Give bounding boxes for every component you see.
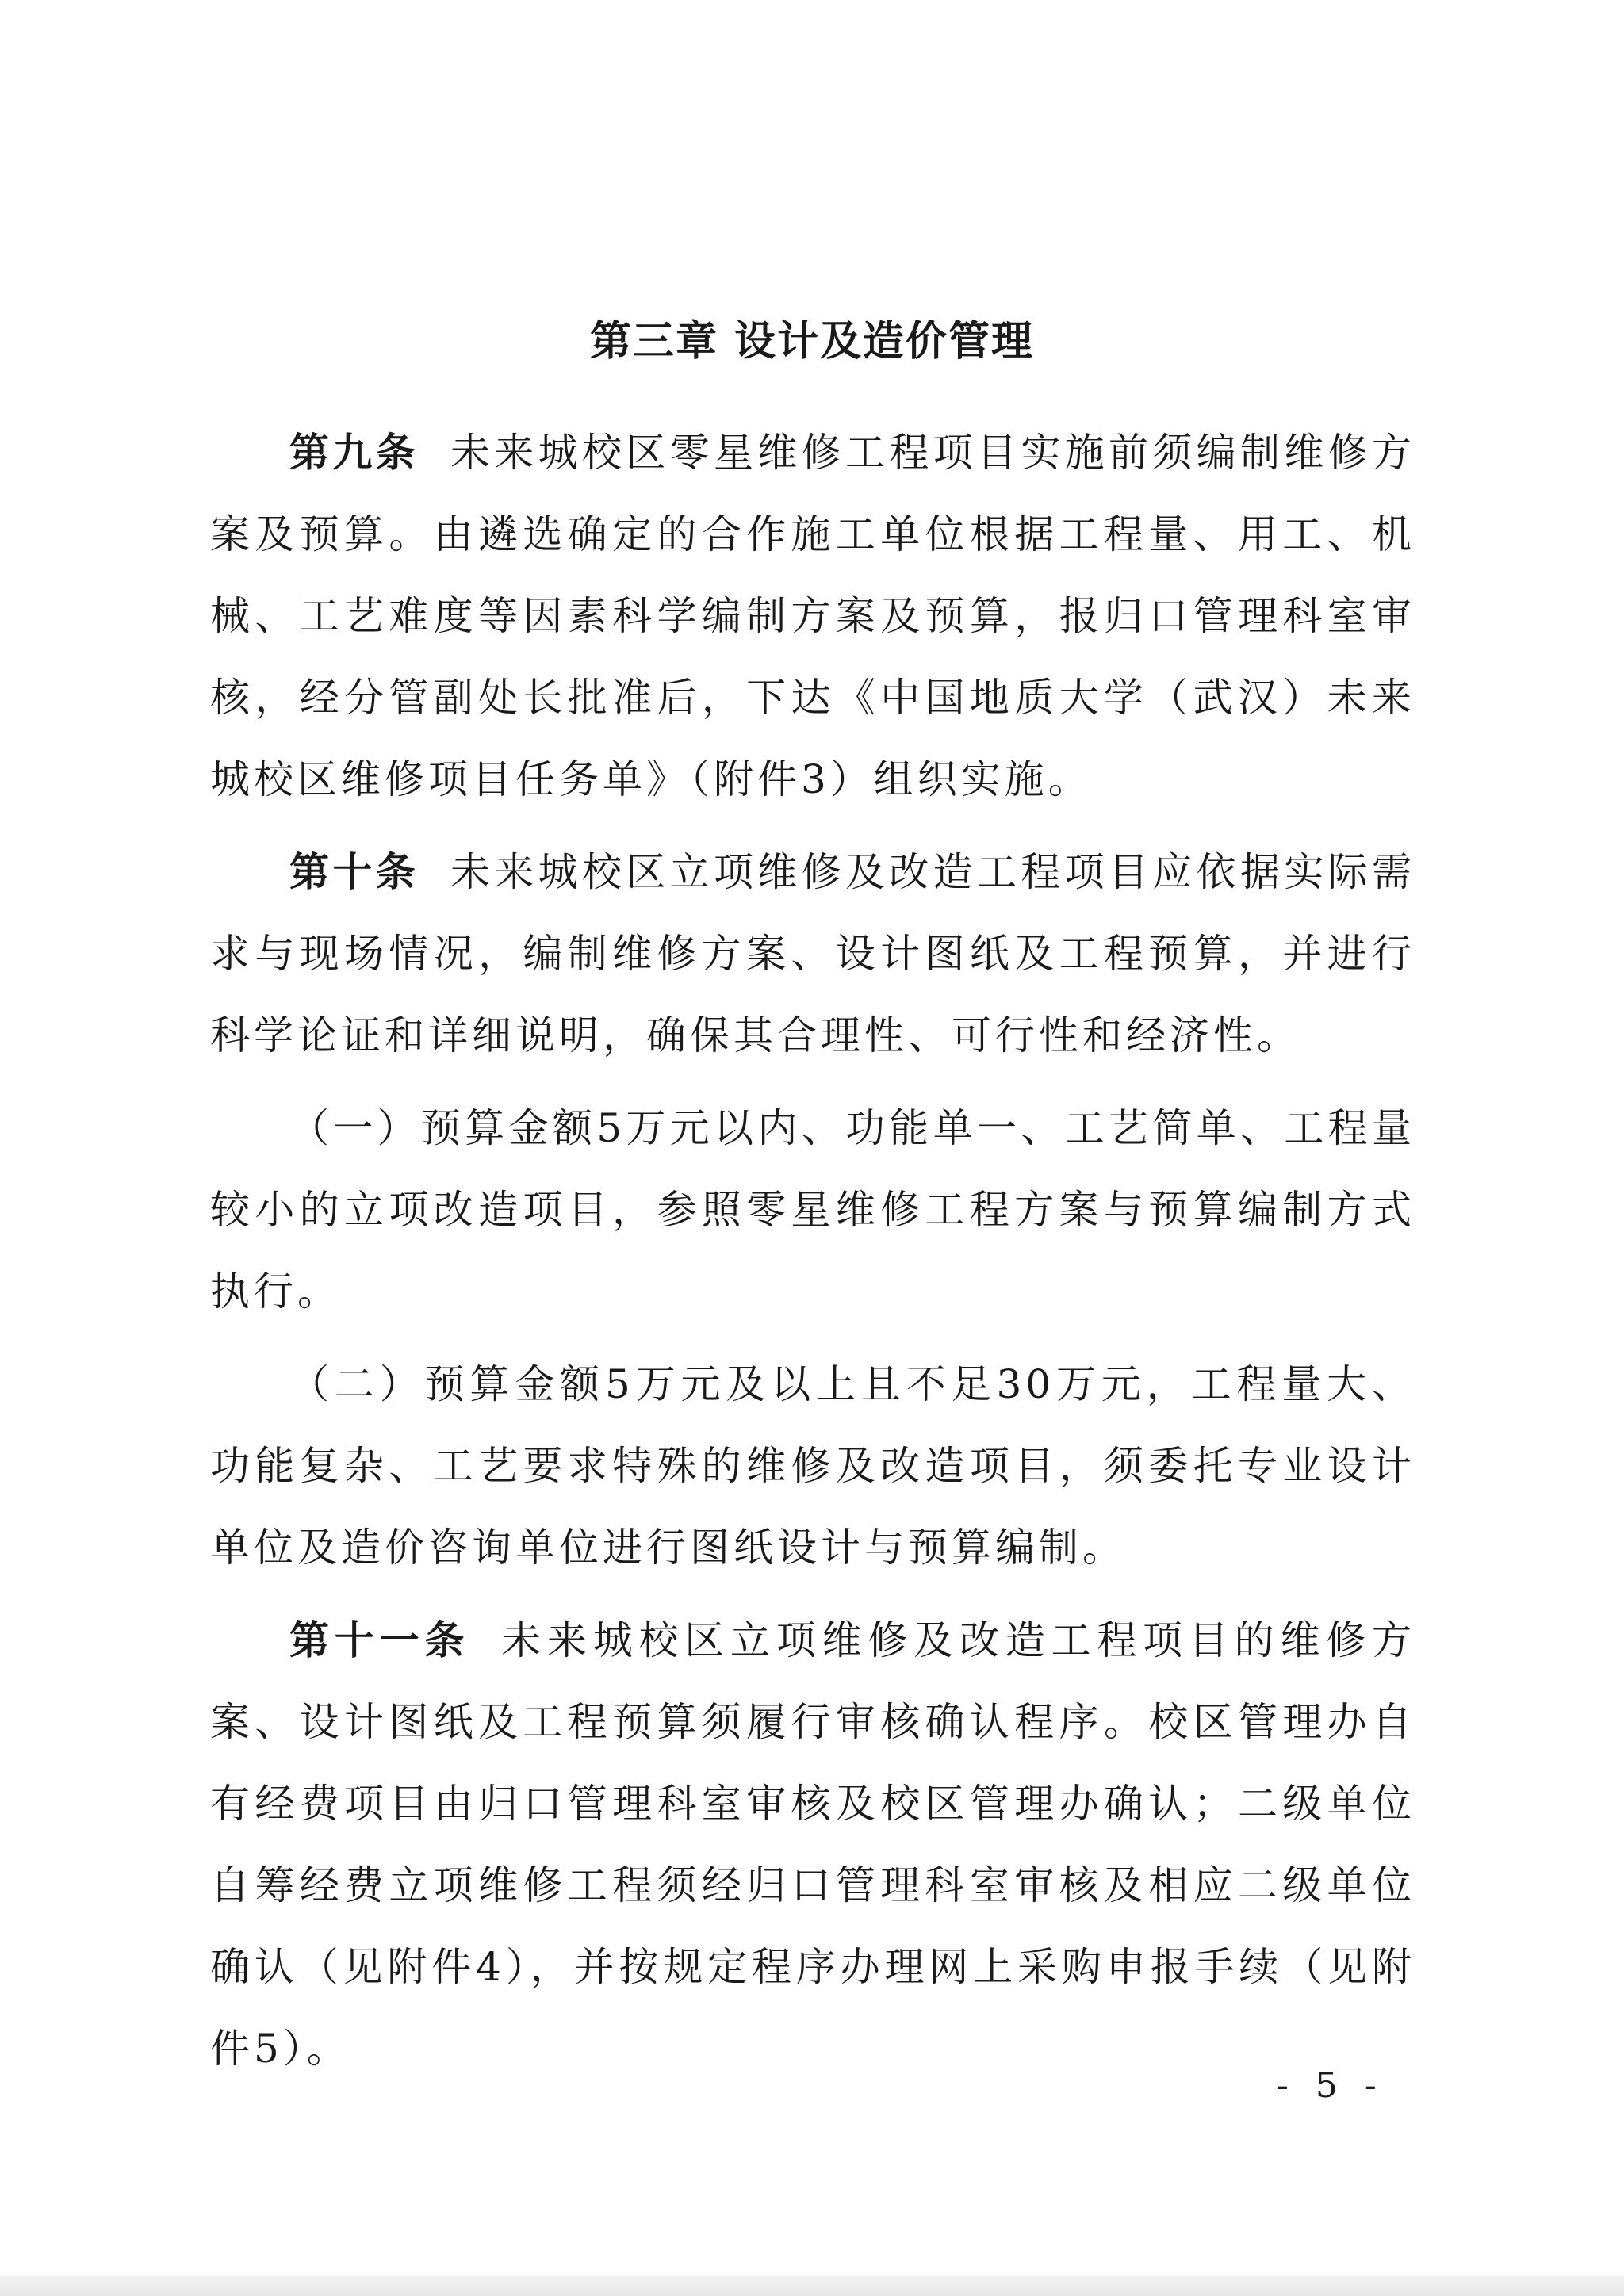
article-9-heading: 第九条 xyxy=(289,430,419,476)
article-11-text: 未来城校区立项维修及改造工程项目的维修方案、设计图纸及工程预算须履行审核确认程序。校区管理办自有经费项目由归口管理科室审核及校区管理办确认；二级单位自筹经费立项维修工程须经归口管理科室审核及相应二级单位确认（见附件4），并按规定程序办理网上采购申报手续（见附件5）。 xyxy=(210,1617,1416,2072)
article-10-item-1-text: （一）预算金额5万元以内、功能单一、工艺简单、工程量较小的立项改造项目，参照零星维修工程方案与预算编制方式执行。 xyxy=(210,1105,1415,1314)
chapter-title: 第三章 设计及造价管理 xyxy=(589,318,1035,365)
article-10-item-2 xyxy=(210,1344,1415,1589)
page-number: - 5 - xyxy=(1277,2065,1385,2106)
article-10-heading: 第十条 xyxy=(289,849,419,895)
scan-bottom-edge xyxy=(0,2275,1624,2296)
article-10-paragraph xyxy=(210,832,1415,1077)
article-10-text: 未来城校区立项维修及改造工程项目应依据实际需求与现场情况，编制维修方案、设计图纸及工程预算，并进行科学论证和详细说明，确保其合理性、可行性和经济性。 xyxy=(210,849,1415,1058)
document-body xyxy=(210,412,1415,2101)
article-10-item-1 xyxy=(210,1088,1415,1333)
article-9-paragraph xyxy=(210,412,1415,821)
article-10-item-2-text: （二）预算金额5万元及以上且不足30万元，工程量大、功能复杂、工艺要求特殊的维修及改造项目，须委托专业设计单位及造价咨询单位进行图纸设计与预算编制。 xyxy=(210,1361,1415,1571)
article-11-heading: 第十一条 xyxy=(289,1617,470,1663)
article-11-paragraph xyxy=(210,1600,1415,2090)
article-9-text: 未来城校区零星维修工程项目实施前须编制维修方案及预算。由遴选确定的合作施工单位根据工程量、用工、机械、工艺难度等因素科学编制方案及预算，报归口管理科室审核，经分管副处长批准后，下达《中国地质大学（武汉）未来城校区维修项目任务单》（附件3）组织实施。 xyxy=(210,430,1415,802)
